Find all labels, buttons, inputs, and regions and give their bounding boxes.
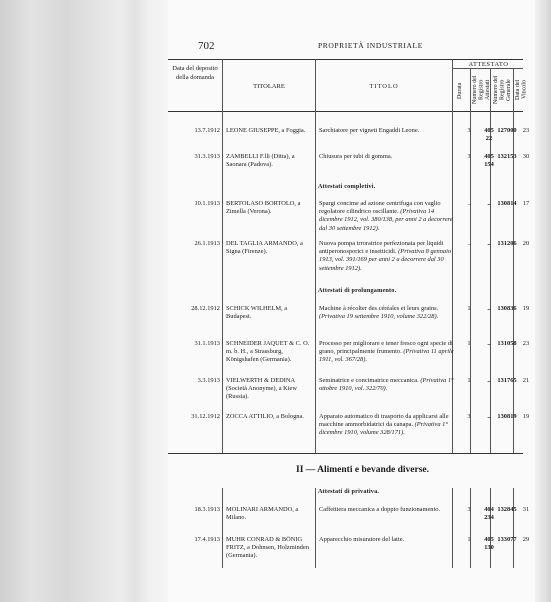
document-page: 702 PROPRIETÀ INDUSTRIALE Data del deposito della domanda TITOLARE TITOLO ATTESTATO Durata Numero del Registro Attestati Numero del Registro Generale Data del Vincolo 13.7.1912 LEONE GIUSEPPE, a Foggia. Sarchiatore per vigneti Engaddi Leone. 3 405 22 127000 23 31.3.1913 ZAMBELLI F.lli (Ditta), a Saonara (Padova). Chiusura per tubi di gomma. 3 405 154 132153 30 Attestati completivi. 10.1.1913 BERTOLASO BORTOLO, a Zimella (Verona). Spargi concime ad azione centrifuga con vaglio regolatore cilindrico oscillante. (Privativa 14 dicembre 1912, vol. 380/138, per anni 2 a decorrere dal 30 settembre 1912). .. .. 130814 17 26.1.1913 DEL TAGLIA ARMANDO, a Signa (Firenze). Nuova pompa irroratrice perfezionata per liquidi antiperonosporici e insetticidi. (Privativa 8 gennaio 1913, vol. 391/169 per anni 2 a decorrere dal 30 settembre 1912). .. .. 131206 20 Attestati di prolungamento. 28.12.1912 SCHICK WILHELM, a Budapest. Machine à récolter des céréales et leurs grains. (Privativa 19 settembre 1910, volume 322/28). 1 .. 130836 19 31.1.1913 SCHNEIDER JAQUET & C. O. m. b. H., a Strassburg, Königshafen (Germania). Processo per migliorare e tener fresco ogni specie di grano, principalmente frumento. (Privativa 11 aprile 1911, vol. 367/28). 1 .. 131058 23 3.3.1913 VIELWERTH & DEDINA (Società Anonyme), a Kiew (Russia). Seminatrice e concimatrice meccanica. (Privativa 1° ottobre 1910, vol. 322/70). 1 .. 131765 21 31.12.1912 ZOCCA ATTILIO, a Bologna. Apparato automatico di trasporto da applicarsi alle macchine ammorbidatrici da canapa. (Privativa 1° dicembre 1910, volume 328/171). 3 .. 130819 19 II — Alimenti e bevande diverse. Attestati di privativa. 18.3.1913 MOLINARI ARMANDO, a Milano. Caffettiera meccanica a doppio funzionamento. 3 404 234 132845 31 17.4.1913 MUHR CONRAD & BÖNIG FRITZ, a Dohnsen, Holzminden (Germania). Apparecchio misuratore del latte. 1 405 130 133077 29 bbox=[168, 0, 535, 602]
col-header-volume: Data del Vincolo bbox=[515, 79, 528, 101]
scan-margin-left bbox=[0, 0, 168, 602]
section-heading-privativa: Attestati di privativa. bbox=[318, 488, 380, 495]
col-header-durata: Durata bbox=[457, 82, 463, 100]
col-rule-5b bbox=[490, 488, 491, 568]
page-number: 702 bbox=[198, 40, 215, 52]
running-title: PROPRIETÀ INDUSTRIALE bbox=[318, 41, 423, 50]
scan-margin-right bbox=[535, 0, 551, 602]
col-rule-2 bbox=[315, 59, 316, 453]
section-heading-prolungamento: Attestati di prolungamento. bbox=[318, 287, 397, 294]
col-header-date: Data del deposito della domanda bbox=[172, 65, 218, 81]
col-header-titolo: TITOLO bbox=[369, 83, 399, 90]
col-header-registro: Numero del Registro Attestati bbox=[472, 75, 491, 105]
col-header-titolare: TITOLARE bbox=[253, 83, 285, 90]
section-heading-completivi: Attestati completivi. bbox=[318, 183, 376, 190]
col-rule-4b bbox=[470, 488, 471, 568]
col-header-attestato: ATTESTATO bbox=[468, 61, 509, 68]
col-rule-1 bbox=[222, 59, 223, 453]
col-rule-3b bbox=[452, 488, 453, 568]
section-heading-alimenti: II — Alimenti e bevande diverse. bbox=[296, 465, 429, 475]
col-rule-6b bbox=[513, 488, 514, 568]
col-header-generale: Numero del Registro Generale bbox=[493, 75, 512, 105]
col-rule-1b bbox=[222, 488, 223, 568]
col-rule-2b bbox=[315, 488, 316, 568]
section-divider bbox=[168, 453, 523, 454]
